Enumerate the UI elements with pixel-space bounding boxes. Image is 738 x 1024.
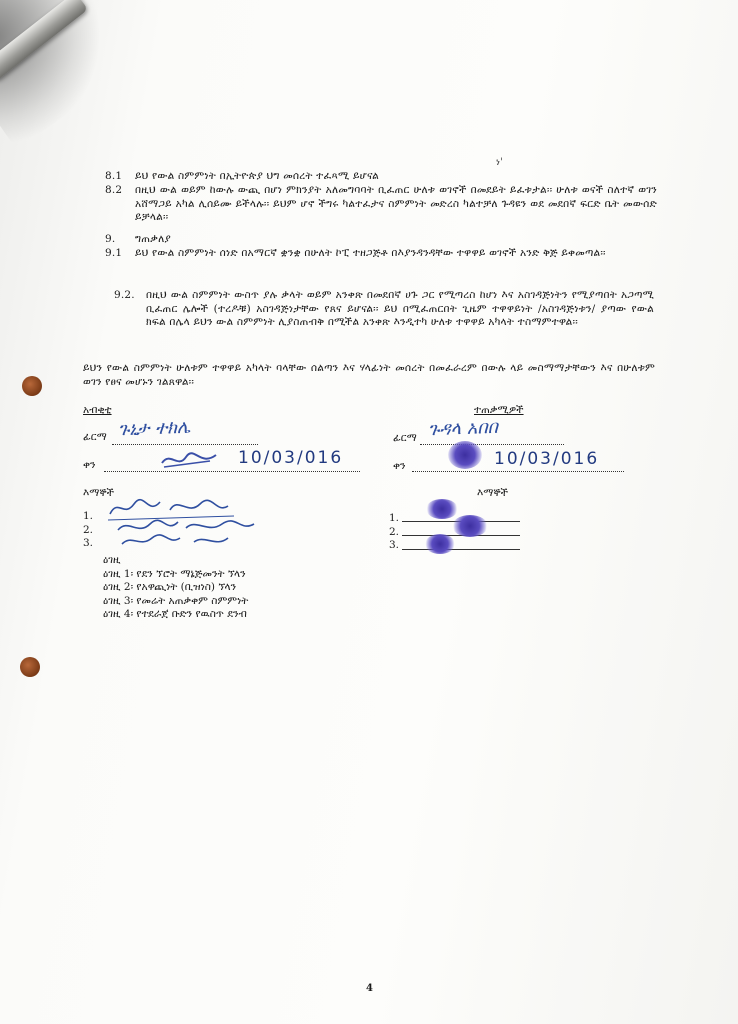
attachments-list xyxy=(103,554,248,622)
clause-text: ይህ የውል ስምምነት በኢትዮጵያ ህግ መሰረት ተፈጻሚ ይሆናል xyxy=(135,170,379,182)
left-party-title: አብቂቲ xyxy=(83,404,112,416)
clause-number: 9.2. xyxy=(114,289,135,301)
attachment-item: ዕገዚ 3፡ የመሬት አጠቃቀም ስምምነት xyxy=(103,594,249,607)
right-signature: ጉዳላ አበበ xyxy=(427,416,499,441)
clause-number: 9. xyxy=(105,233,116,245)
attachment-item: ዕገዚ 4፡ የተደራጀ ቡድን የዉስጥ ደንብ xyxy=(103,608,247,620)
right-party-title: ተጠቃሚዎች xyxy=(474,404,524,416)
left-sign-label: ፊርማ xyxy=(83,431,107,443)
punch-hole-bottom xyxy=(20,657,40,677)
clause-text: ግጠቃለያ xyxy=(135,233,171,245)
witness-number: 1. xyxy=(83,510,94,522)
left-signature: ጉኒታ ተክሌ xyxy=(117,416,191,441)
clause-number: 9.1 xyxy=(105,247,123,259)
witness-number: 2. xyxy=(83,523,94,536)
clause-9-heading xyxy=(105,233,435,247)
witness-fingerprint-3 xyxy=(425,534,455,554)
witness-fingerprint-2 xyxy=(452,515,488,537)
witness-number: 1. xyxy=(389,512,400,524)
attachment-item: ዕገዚ 1፡ የደን ኘሮት ማኔጅመንት ኘላን xyxy=(103,567,246,580)
left-witness-numbers xyxy=(83,510,93,551)
left-date: 10/03/016 xyxy=(238,448,344,468)
witness-fingerprint-1 xyxy=(426,499,458,519)
clause-text: በዚህ ውል ወይም ከውሉ ውጪ በሆነ ምክንያት አለመግባባት ቢፈጠር ሁለቱ ወገኖች በመደይት ይፈቱታል፡፡ ሁለቱ ወናች ስለተኛ ወገን አሸማጋይ አካል ሊሰይሙ ይችላሉ፡፡ ይህም ሆኖ ችግሩ ካልተፈታና ስምምነት መድረስ ካልተቻለ ጉዳዩን ወደ መደበኛ ፍርድ ቤት መውሰድ ይቻላል፡፡ xyxy=(135,184,657,223)
clause-number: 8.1 xyxy=(105,170,123,182)
right-witness-line-3 xyxy=(402,549,520,550)
clause-8-2 xyxy=(105,184,657,225)
right-date: 10/03/016 xyxy=(494,449,600,469)
clause-9-2 xyxy=(114,289,654,330)
left-witness-title: እማኞች xyxy=(83,487,115,499)
attachment-item: ዕገዚ 2፡ የአዋጪነት (ቢዝነስ) ኘላን xyxy=(103,581,237,593)
right-date-line xyxy=(412,470,624,472)
right-sign-label: ፊርማ xyxy=(393,432,417,444)
witness-number: 2. xyxy=(389,525,400,538)
right-sign-line xyxy=(420,443,564,445)
left-date-line xyxy=(104,470,360,472)
clause-number: 8.2 xyxy=(105,184,123,196)
top-mark: ነ' xyxy=(496,157,503,168)
page-number: 4 xyxy=(366,983,373,994)
left-witness-signatures xyxy=(104,494,264,550)
right-witness-numbers xyxy=(389,512,399,553)
closing-statement: ይህን የውል ስምምነት ሁለቱም ተዋዋይ አካላት ባላቸው ሰልጣን እና ሃላፊነት መሰረት በመፈራረም በውሉ ላይ መስማማታቸውን እና በሁለቱም ወገን የፀና መሆኑን ገልጸዋል፡፡ xyxy=(83,362,655,388)
left-date-scribble xyxy=(160,449,220,471)
attachments-title: ዕገዚ xyxy=(103,554,121,566)
left-date-label: ቀን xyxy=(83,459,96,471)
clause-8-1 xyxy=(105,170,655,184)
witness-number: 3. xyxy=(389,539,400,551)
clause-text: ይህ የውል ስምምነት ሰነድ በአማርኛ ቋንቋ በሁለት ኮፒ ተዘጋጅቶ በእያንዳንዳቸው ተዋዋይ ወገኖች አንድ ቅጅ ይቀመጣል፡፡ xyxy=(135,247,606,259)
left-sign-line xyxy=(112,443,258,445)
right-fingerprint-stamp xyxy=(448,441,482,469)
right-date-label: ቀን xyxy=(393,460,406,472)
witness-number: 3. xyxy=(83,537,94,549)
clause-text: በዚህ ውል ስምምነት ውስጥ ያሉ ቃላት ወይም አንቀጽ በመደበኛ ሀጉ ጋር የሚጣረስ ከሆነ እና አስገዳጅነትን የሚያጣበት አጋጣሚ ቢፈጠር ሌሎች (ተረዶቹ) አስገዳጅነታቸው የጸና ይሆናል፡፡ ይህ በሚፈጠርበት ጊዜም ተዋዋይነት /አስገዳጅነቱን/ ያጣው የውል ክፍል በሌላ ይህን ውል ስምምነት ሊያስጠብቅ በሚችል አንቀጽ እንዲተካ ሁለቱ ተዋዋይ አካላት ተስማምተዋል፡፡ xyxy=(146,289,654,328)
right-witness-title: እማኞች xyxy=(477,487,509,499)
punch-hole-top xyxy=(22,376,42,396)
clause-9-1 xyxy=(105,247,657,261)
